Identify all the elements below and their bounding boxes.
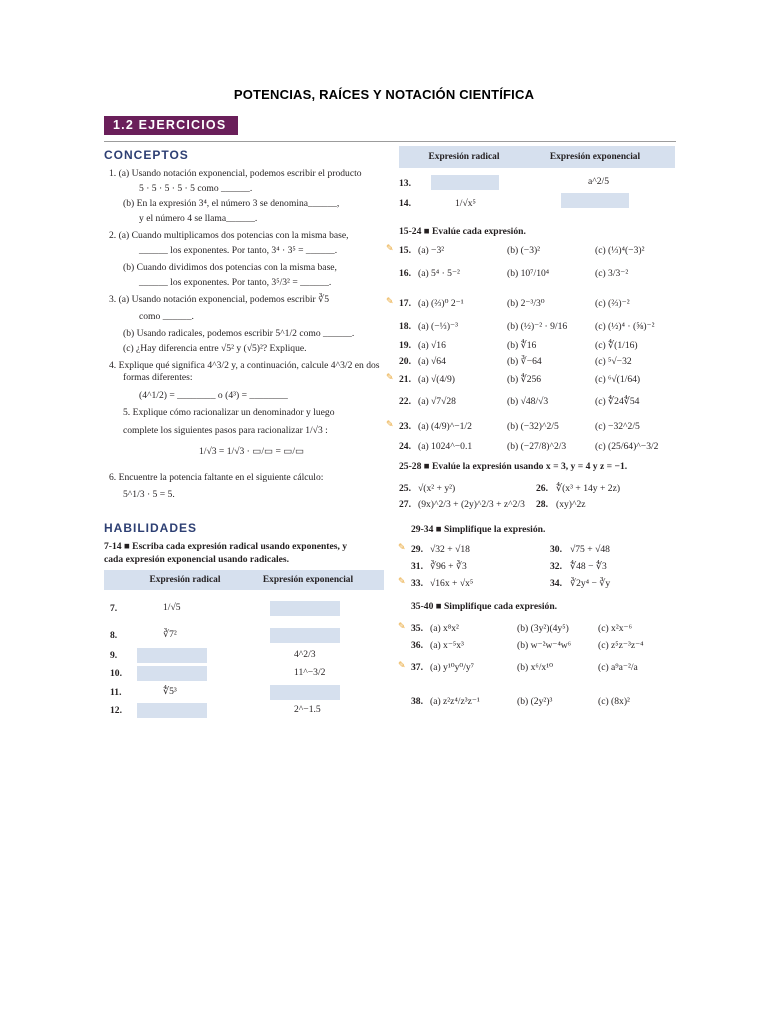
exercise-number: 19.	[399, 340, 411, 351]
conceptos-line: 5. Explique cómo racionalizar un denominador y luego	[123, 407, 335, 418]
section-29-34: 29-34 ■ Simplifique la expresión.	[411, 524, 546, 535]
table-row-number: 8.	[110, 630, 118, 641]
exercise-number: 21.	[399, 374, 411, 385]
exercise-part-a: (a) −3²	[418, 245, 445, 256]
conceptos-line: complete los siguientes pasos para racionalizar 1/√3 :	[123, 425, 328, 436]
exercise-number: 34.	[550, 578, 562, 589]
radical-cell: ∛7²	[163, 629, 177, 640]
exercise-part-c: (c) −32^2/5	[595, 421, 640, 432]
exercise-expression: (xy)^2z	[556, 499, 586, 510]
exercise-part-c: (c) z⁵z⁻³z⁻⁴	[598, 640, 644, 651]
exercise-number: 27.	[399, 499, 411, 510]
conceptos-line: 1. (a) Usando notación exponencial, podemos escribir el producto	[109, 168, 362, 179]
exercise-part-c: (c) (8x)²	[598, 696, 630, 707]
conceptos-line: 4. Explique qué significa 4^3/2 y, a continuación, calcule 4^3/2 en dos	[109, 360, 380, 371]
table-row-number: 11.	[110, 687, 122, 698]
section-15-24: 15-24 ■ Evalúe cada expresión.	[399, 226, 526, 237]
exercise-number: 20.	[399, 356, 411, 367]
exercise-expression: (9x)^2/3 + (2y)^2/3 + z^2/3	[418, 499, 525, 510]
section-rule	[104, 141, 676, 142]
exercise-expression: ∛96 + ∛3	[430, 561, 467, 572]
exercise-part-a: (a) x⁻⁵x³	[430, 640, 464, 651]
exercise-number: 31.	[411, 561, 423, 572]
conceptos-line: 1/√3 = 1/√3 · ▭/▭ = ▭/▭	[199, 446, 305, 457]
exercise-number: 33.	[411, 578, 423, 589]
exercise-part-b: (b) ∜16	[507, 340, 537, 351]
exponential-cell: 4^2/3	[294, 649, 316, 660]
conceptos-line: (b) Usando radicales, podemos escribir 5^1/2 como ______.	[123, 328, 355, 339]
exercise-expression: ∜48 − ∜3	[570, 561, 607, 572]
right-col-radical: Expresión radical	[428, 152, 500, 162]
radical-answer-box[interactable]	[137, 703, 207, 718]
exercise-expression: √75 + √48	[570, 544, 610, 555]
exercise-part-c: (c) ∜(1/16)	[595, 340, 638, 351]
pencil-icon: ✎	[386, 244, 394, 254]
table-row-number: 9.	[110, 650, 118, 661]
conceptos-line: ______ los exponentes. Por tanto, 3⁵/3² = ______.	[139, 277, 332, 288]
exercise-part-b: (b) 10⁷/10⁴	[507, 268, 550, 279]
radical-answer-box[interactable]	[137, 648, 207, 663]
exercise-part-c: (c) 3/3⁻²	[595, 268, 629, 279]
conceptos-line: (b) En la expresión 3⁴, el número 3 se denomina______,	[123, 198, 340, 209]
pencil-icon: ✎	[398, 622, 406, 632]
exercise-part-b: (b) (½)⁻² · 9/16	[507, 321, 568, 332]
section-35-40: 35-40 ■ Simplifique cada expresión.	[411, 601, 558, 612]
habilidades-col-exponencial: Expresión exponencial	[262, 575, 354, 585]
exponential-answer-box[interactable]	[561, 193, 629, 208]
conceptos-line: (4^1/2) = ________ o (4³) = ________	[139, 390, 288, 401]
exercise-number: 23.	[399, 421, 411, 432]
exercise-part-c: (c) (⅔)⁻²	[595, 298, 630, 309]
exercise-part-b: (b) (2y²)³	[517, 696, 553, 707]
exercise-expression: √32 + √18	[430, 544, 470, 555]
exercise-number: 17.	[399, 298, 411, 309]
exponential-cell: 2^−1.5	[294, 704, 321, 715]
exercise-part-c: (c) a⁹a⁻²/a	[598, 662, 638, 673]
exercise-part-a: (a) √7√28	[418, 396, 456, 407]
pencil-icon: ✎	[398, 543, 406, 553]
exponential-cell: a^2/5	[588, 176, 610, 187]
habilidades-heading: HABILIDADES	[104, 521, 198, 535]
conceptos-line: y el número 4 se llama______.	[139, 213, 258, 224]
exercise-part-a: (a) (⅔)⁰ 2⁻¹	[418, 298, 464, 309]
exercise-number: 29.	[411, 544, 423, 555]
exercise-number: 26.	[536, 483, 548, 494]
exponential-answer-box[interactable]	[270, 601, 340, 616]
exercise-part-a: (a) (4/9)^−1/2	[418, 421, 472, 432]
radical-answer-box[interactable]	[137, 666, 207, 681]
conceptos-heading: CONCEPTOS	[104, 148, 189, 162]
habilidades-intro-2: cada expresión exponencial usando radicales.	[104, 554, 290, 565]
radical-answer-box[interactable]	[431, 175, 499, 190]
exercise-number: 16.	[399, 268, 411, 279]
exercise-part-a: (a) √64	[418, 356, 446, 367]
exercise-expression: √16x + √x⁵	[430, 578, 474, 589]
conceptos-line: como ______.	[139, 311, 194, 322]
pencil-icon: ✎	[398, 661, 406, 671]
table-row-number: 7.	[110, 603, 118, 614]
exercise-number: 22.	[399, 396, 411, 407]
exercise-number: 38.	[411, 696, 423, 707]
exercise-number: 32.	[550, 561, 562, 572]
pencil-icon: ✎	[386, 373, 394, 383]
pencil-icon: ✎	[386, 420, 394, 430]
exercise-part-c: (c) (½)⁴ · (⅝)⁻²	[595, 321, 655, 332]
conceptos-line: 6. Encuentre la potencia faltante en el siguiente cálculo:	[109, 472, 324, 483]
exercise-part-b: (b) √48/√3	[507, 396, 549, 407]
exponential-answer-box[interactable]	[270, 685, 340, 700]
exercise-part-a: (a) z²z⁴/z³z⁻¹	[430, 696, 480, 707]
exercise-number: 30.	[550, 544, 562, 555]
exercise-part-b: (b) (3y²)(4y⁵)	[517, 623, 569, 634]
exercise-part-c: (c) x²x⁻⁶	[598, 623, 632, 634]
exercise-part-a: (a) 1024^−0.1	[418, 441, 473, 452]
exercise-expression: ∛2y⁴ − ∛y	[570, 578, 611, 589]
pencil-icon: ✎	[386, 297, 394, 307]
exercise-part-b: (b) ∛−64	[507, 356, 542, 367]
document-title: POTENCIAS, RAÍCES Y NOTACIÓN CIENTÍFICA	[233, 87, 535, 102]
exercise-number: 28.	[536, 499, 548, 510]
conceptos-line: ______ los exponentes. Por tanto, 3⁴ · 3⁵ = ______.	[139, 245, 338, 256]
right-col-exponencial: Expresión exponencial	[549, 152, 641, 162]
exercise-part-b: (b) ∜256	[507, 374, 542, 385]
exercise-number: 35.	[411, 623, 423, 634]
exercise-part-b: (b) (−32)^2/5	[507, 421, 559, 432]
radical-cell: 1/√5	[163, 602, 181, 613]
conceptos-line: formas diferentes:	[123, 372, 193, 383]
exercise-expression: ∜(x³ + 14y + 2z)	[556, 483, 621, 494]
exercise-expression: √(x² + y²)	[418, 483, 456, 494]
exercise-number: 36.	[411, 640, 423, 651]
conceptos-line: 3. (a) Usando notación exponencial, podemos escribir ∛5	[109, 294, 330, 305]
exercise-part-a: (a) 5⁴ · 5⁻²	[418, 268, 460, 279]
exercise-part-b: (b) (−27/8)^2/3	[507, 441, 567, 452]
section-banner: 1.2 EJERCICIOS	[104, 116, 238, 135]
exercise-part-b: (b) (−3)²	[507, 245, 541, 256]
exercise-number: 25.	[399, 483, 411, 494]
exercise-number: 24.	[399, 441, 411, 452]
radical-cell: 1/√x⁵	[455, 198, 476, 209]
exercise-part-a: (a) √(4/9)	[418, 374, 455, 385]
conceptos-line: (b) Cuando dividimos dos potencias con la misma base,	[123, 262, 337, 273]
exercise-part-c: (c) ∜24∜54	[595, 396, 640, 407]
pencil-icon: ✎	[398, 577, 406, 587]
exercise-part-c: (c) (⅓)⁴(−3)²	[595, 245, 645, 256]
table-row-number: 13.	[399, 178, 411, 189]
habilidades-intro-1: 7-14 ■ Escriba cada expresión radical usando exponentes, y	[104, 541, 348, 552]
exercise-part-c: (c) ⁵√−32	[595, 356, 632, 367]
exercise-part-a: (a) √16	[418, 340, 446, 351]
exponential-answer-box[interactable]	[270, 628, 340, 643]
exercise-part-b: (b) 2⁻³/3⁰	[507, 298, 545, 309]
exponential-cell: 11^−3/2	[294, 667, 326, 678]
exercise-number: 15.	[399, 245, 411, 256]
conceptos-line: 5 · 5 · 5 · 5 · 5 como ______.	[139, 183, 253, 194]
exercise-part-a: (a) y¹⁰y⁰/y⁷	[430, 662, 475, 673]
conceptos-line: 5^1/3 · 5 = 5.	[123, 489, 175, 500]
section-25-28: 25-28 ■ Evalúe la expresión usando x = 3, y = 4 y z = −1.	[399, 461, 628, 472]
exercise-number: 18.	[399, 321, 411, 332]
exercise-part-b: (b) w⁻²w⁻⁴w⁶	[517, 640, 572, 651]
table-row-number: 14.	[399, 198, 411, 209]
table-row-number: 12.	[110, 705, 122, 716]
exercise-part-a: (a) x⁸x²	[430, 623, 459, 634]
exercise-part-c: (c) (25/64)^−3/2	[595, 441, 659, 452]
exercise-part-b: (b) x⁶/x¹⁰	[517, 662, 553, 673]
radical-cell: ∜5³	[163, 686, 177, 697]
exercise-part-c: (c) ⁶√(1/64)	[595, 374, 641, 385]
exercise-number: 37.	[411, 662, 423, 673]
exercise-part-a: (a) (−⅓)⁻³	[418, 321, 458, 332]
habilidades-col-radical: Expresión radical	[149, 575, 221, 585]
table-row-number: 10.	[110, 668, 122, 679]
conceptos-line: 2. (a) Cuando multiplicamos dos potencias con la misma base,	[109, 230, 349, 241]
conceptos-line: (c) ¿Hay diferencia entre √5² y (√5)²? Explique.	[123, 343, 307, 354]
